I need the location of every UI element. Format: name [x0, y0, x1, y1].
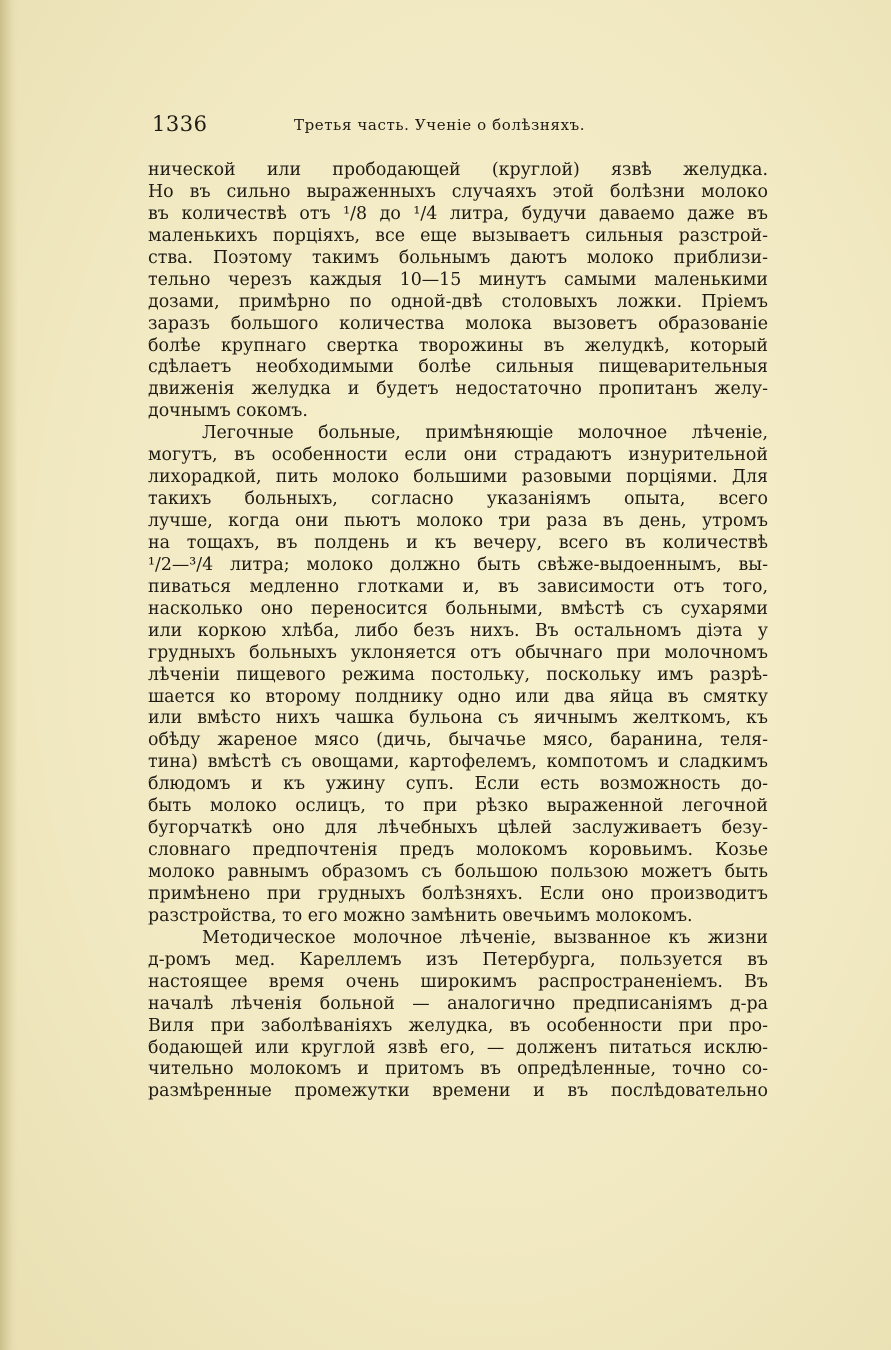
text-line: насколько оно переносится больными, вмѣстѣ съ сухарями [148, 598, 768, 619]
text-line: чительно молокомъ и притомъ въ опредѣленные, точно со- [148, 1059, 768, 1080]
text-line: быть молоко ослицъ, то при рѣзко выраженной легочной [148, 796, 768, 817]
text-line: такихъ больныхъ, согласно указаніямъ опыта, всего [148, 489, 768, 510]
text-line: сдѣлаетъ необходимыми болѣе сильныя пищеварительныя [148, 357, 768, 378]
text-line: ¹/2—³/4 литра; молоко должно быть свѣже-выдоеннымъ, вы- [148, 554, 768, 575]
text-line: молоко равнымъ образомъ съ большою пользою можетъ быть [148, 862, 768, 882]
text-line: блюдомъ и къ ужину супъ. Если есть возможность до- [148, 774, 768, 795]
text-line: лѣченіи пищевого режима постольку, поскольку имъ разрѣ- [148, 664, 768, 685]
text-line: примѣнено при грудныхъ болѣзняхъ. Если оно производитъ [148, 883, 768, 904]
text-line: Но въ сильно выраженныхъ случаяхъ этой болѣзни молоко [148, 181, 768, 202]
text-line: Виля при заболѣваніяхъ желудка, въ особенности при про- [148, 1015, 768, 1036]
text-line: пиваться медленно глотками и, въ зависимости отъ того, [148, 576, 768, 597]
text-line: бодающей или круглой язвѣ его, — долженъ питаться исклю- [148, 1037, 768, 1058]
text-line: д-ромъ мед. Кареллемъ изъ Петербурга, пользуется въ [148, 949, 768, 970]
text-line: словнаго предпочтенія предъ молокомъ коровьимъ. Козье [148, 840, 768, 861]
text-line: на тощахъ, въ полдень и къ вечеру, всего въ количествѣ [148, 532, 768, 553]
page-header [152, 112, 764, 142]
text-line: или вмѣсто нихъ чашка бульона съ яичнымъ желткомъ, къ [148, 708, 768, 729]
body-text [148, 160, 768, 1103]
text-line: разстройства, то его можно замѣнить овечьимъ молокомъ. [148, 905, 693, 926]
text-line: шается ко второму полднику одно или два яйца въ смятку [148, 686, 768, 707]
text-line: въ количествѣ отъ ¹/8 до ¹/4 литра, будучи даваемо даже въ [148, 203, 768, 224]
text-line: болѣе крупнаго свертка творожины въ желудкѣ, который [148, 335, 768, 356]
text-line: тельно черезъ каждыя 10—15 минутъ самыми маленькими [148, 269, 768, 290]
text-line: размѣренные промежутки времени и въ послѣдовательно [148, 1081, 768, 1102]
text-line: лучше, когда они пьютъ молоко три раза въ день, утромъ [148, 511, 768, 531]
text-line: началѣ лѣченія больной — аналогично предписаніямъ д-ра [148, 993, 768, 1014]
text-line: бугорчаткѣ оно для лѣчебныхъ цѣлей заслуживаетъ безу- [148, 818, 768, 839]
text-line: ства. Поэтому такимъ больнымъ даютъ молоко приблизи- [148, 247, 768, 268]
text-line: настоящее время очень широкимъ распространеніемъ. Въ [148, 971, 768, 992]
text-line: движенія желудка и будетъ недостаточно пропитанъ желу- [148, 379, 768, 400]
text-line: тина) вмѣстѣ съ овощами, картофелемъ, компотомъ и сладкимъ [148, 752, 768, 773]
text-line: заразъ большого количества молока вызоветъ образованіе [148, 313, 768, 334]
text-line: обѣду жареное мясо (дичь, бычачье мясо, баранина, теля- [148, 730, 768, 751]
page-binding-edge [0, 0, 18, 1350]
text-line: нической или прободающей (круглой) язвѣ желудка. [148, 160, 768, 180]
text-line: маленькихъ порціяхъ, все еще вызываетъ сильныя разстрой- [148, 225, 768, 246]
text-line: дозами, примѣрно по одной-двѣ столовыхъ ложки. Пріемъ [148, 291, 768, 312]
page-number: 1336 [152, 112, 208, 136]
text-line: лихорадкой, пить молоко большими разовыми порціями. Для [148, 467, 768, 488]
text-line: дочнымъ сокомъ. [148, 401, 308, 422]
text-line: грудныхъ больныхъ уклоняется отъ обычнаго при молочномъ [148, 642, 768, 663]
text-line: или коркою хлѣба, либо безъ нихъ. Въ остальномъ діэта у [148, 620, 768, 641]
text-line: Методическое молочное лѣченіе, вызванное къ жизни [202, 927, 768, 948]
running-head: Третья часть. Ученіе о болѣзняхъ. [294, 116, 586, 134]
text-line: могутъ, въ особенности если они страдаютъ изнурительной [148, 445, 768, 466]
text-line: Легочные больные, примѣняющіе молочное лѣченіе, [202, 423, 768, 444]
